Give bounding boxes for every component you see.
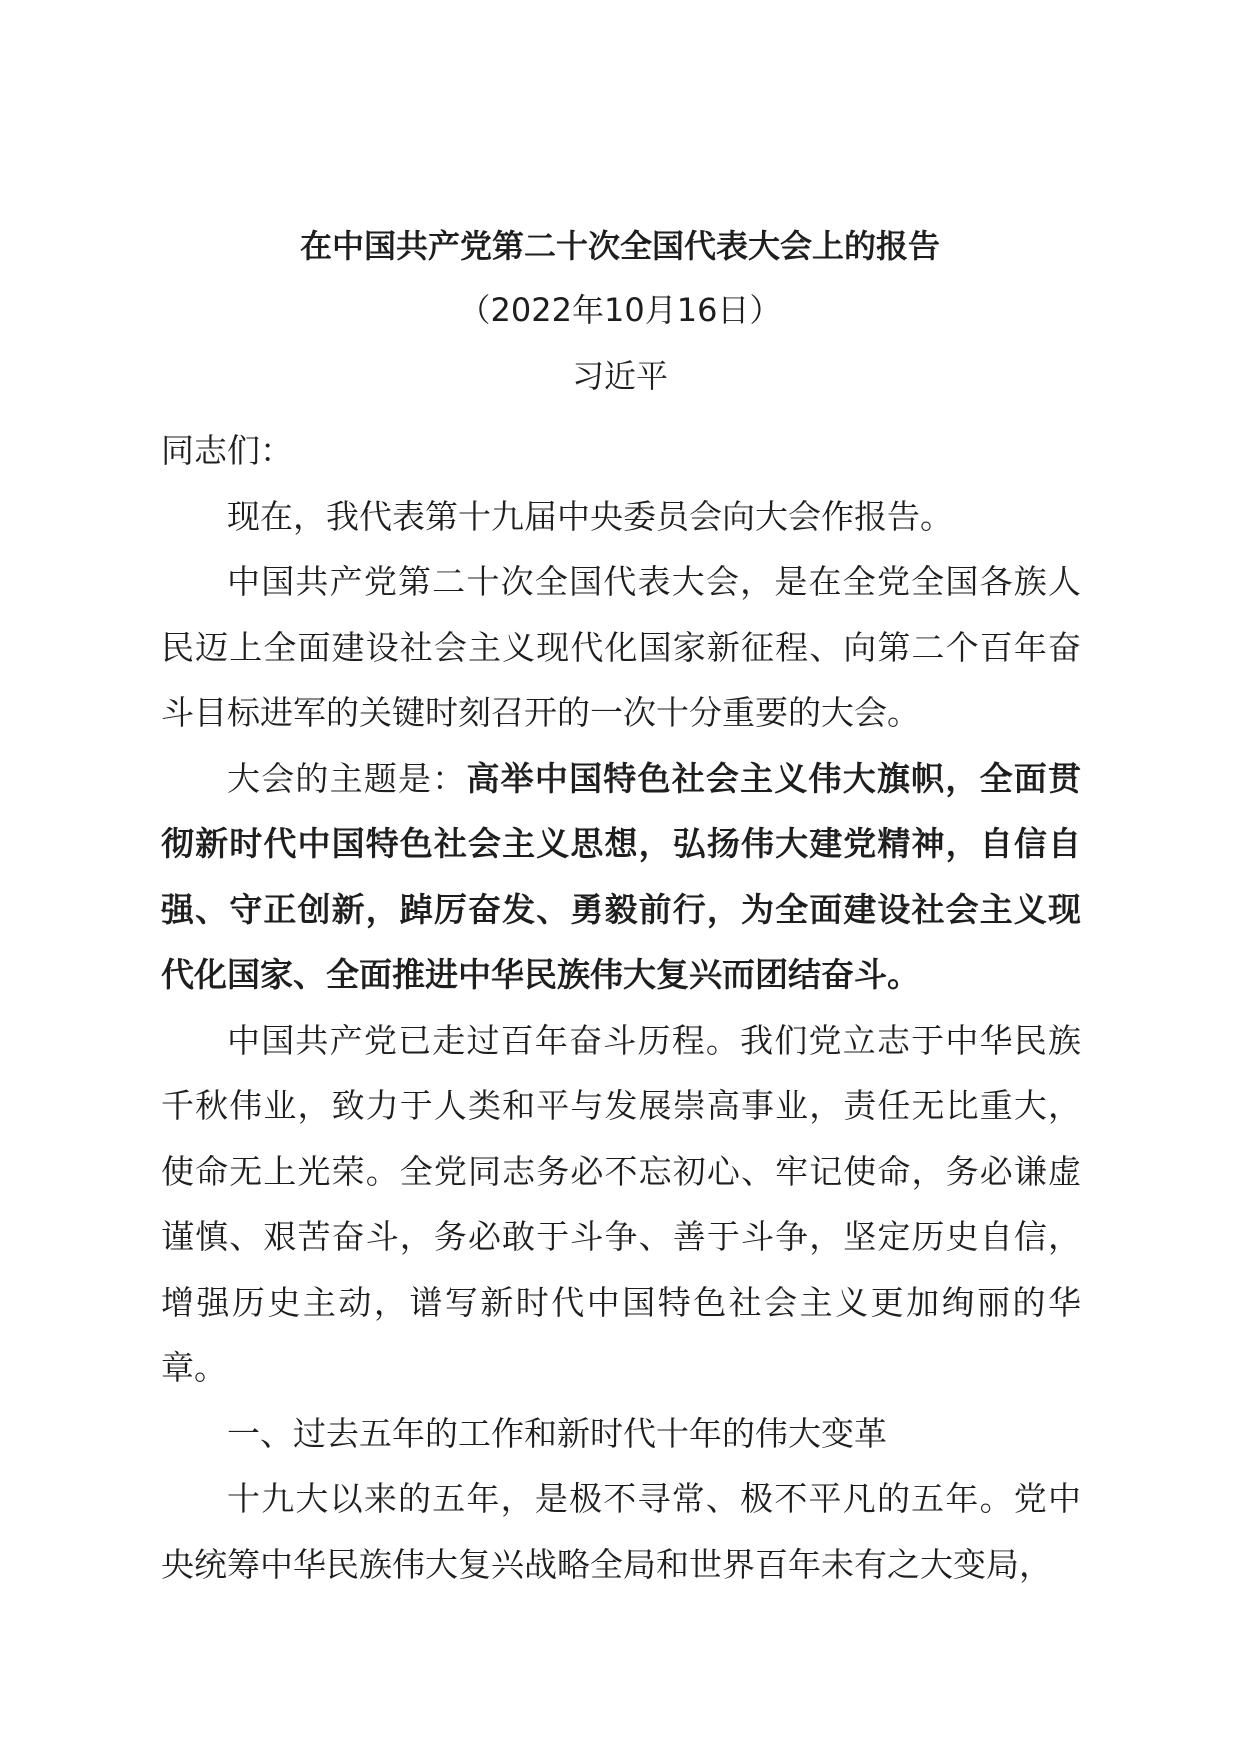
- paragraph-opening: 现在，我代表第十九届中央委员会向大会作报告。: [227, 496, 953, 536]
- paragraph-congress-importance: 中国共产党第二十次全国代表大会，是在全党全国各族人民迈上全面建设社会主义现代化国家新征程、向第二个百年奋斗目标进军的关键时刻召开的一次十分重要的大会。: [161, 562, 1081, 732]
- theme-statement: 高举中国特色社会主义伟大旗帜，全面贯彻新时代中国特色社会主义思想，弘扬伟大建党精神，自信自强、守正创新，踔厉奋发、勇毅前行，为全面建设社会主义现代化国家、全面推进中华民族伟大复兴而团结奋斗。: [161, 758, 1082, 994]
- section-heading: 一、过去五年的工作和新时代十年的伟大变革: [227, 1413, 887, 1453]
- paragraph-party-mission: 中国共产党已走过百年奋斗历程。我们党立志于中华民族千秋伟业，致力于人类和平与发展崇高事业，责任无比重大，使命无上光荣。全党同志务必不忘初心、牢记使命，务必谦虚谨慎、艰苦奋斗，务必敢于斗争、善于斗争，坚定历史自信，增强历史主动，谱写新时代中国特色社会主义更加绚丽的华章。: [161, 1020, 1081, 1387]
- report-body: [161, 418, 1081, 1597]
- report-date: （2022年10月16日）: [458, 291, 782, 329]
- paragraph-five-years: 十九大以来的五年，是极不寻常、极不平凡的五年。党中央统筹中华民族伟大复兴战略全局和世界百年未有之大变局，: [161, 1479, 1081, 1584]
- report-author: 习近平: [571, 357, 668, 395]
- theme-lead: 大会的主题是：: [227, 758, 467, 798]
- salutation: 同志们：: [161, 431, 293, 470]
- report-title: 在中国共产党第二十次全国代表大会上的报告: [299, 227, 940, 265]
- paragraph-congress-theme: [161, 746, 1081, 1008]
